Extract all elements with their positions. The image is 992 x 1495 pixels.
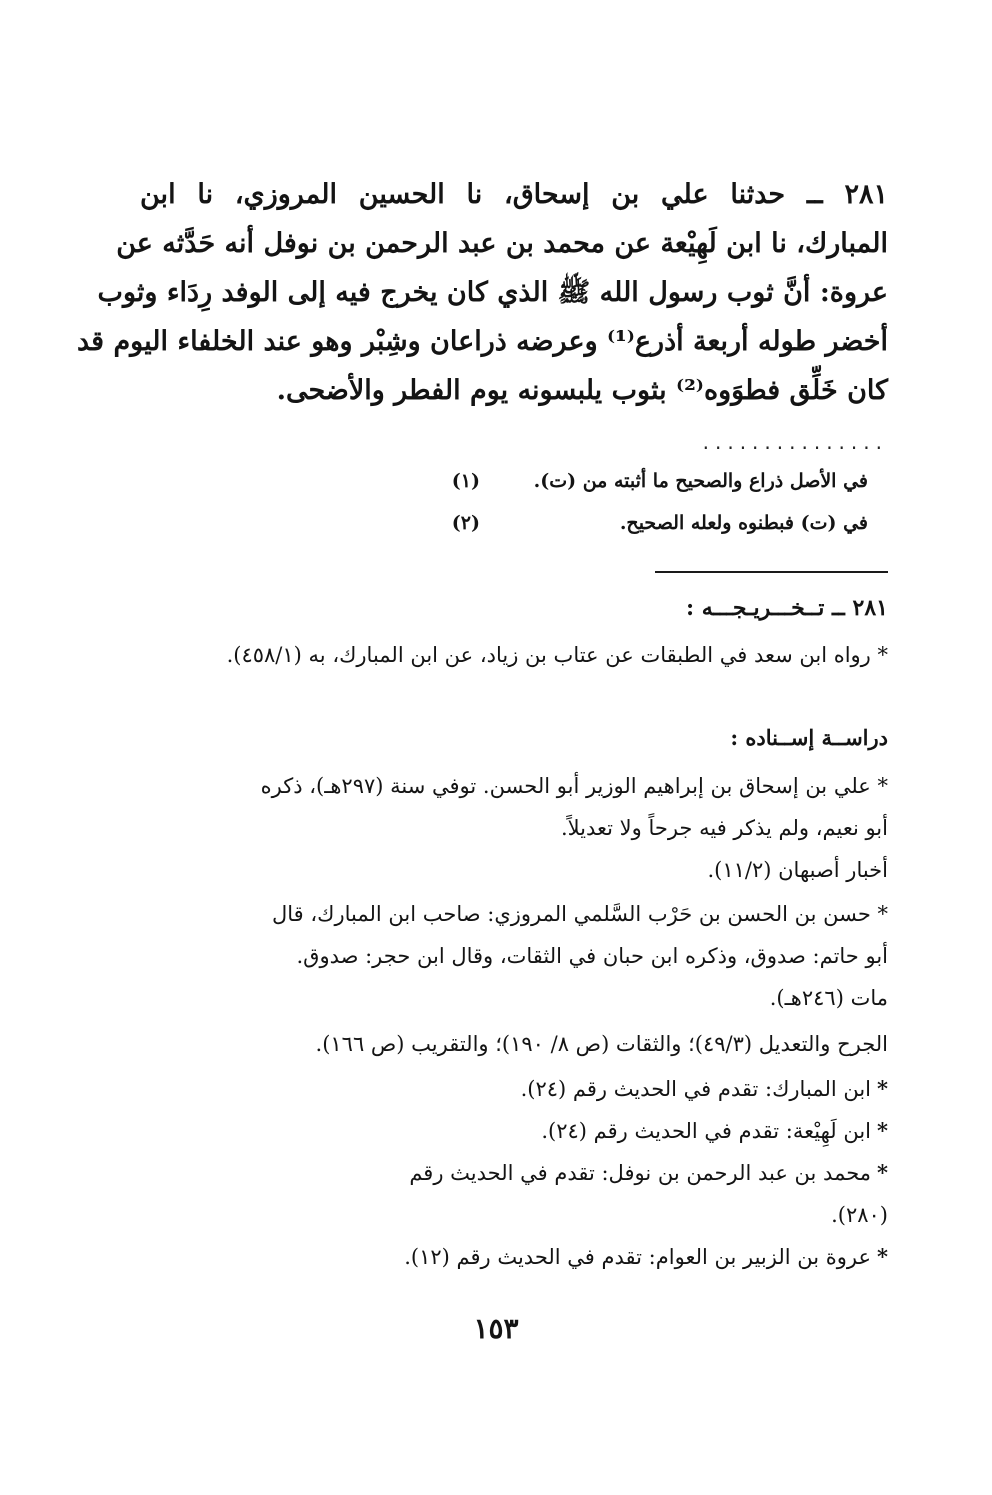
footnote-number: (١) [451, 470, 480, 492]
text-line: * حسن بن الحسن بن حَرْب السَّلمي المروزي: صاحب ابن المبارك، قال [272, 902, 888, 926]
text-line: * علي بن إسحاق بن إبراهيم الوزير أبو الحسن. توفي سنة (٢٩٧هـ)، ذكره [260, 774, 888, 798]
hadith-line: كان خَلِّق فطوَوه⁽²⁾ بثوب يلبسونه يوم الفطر والأضحى. [276, 375, 888, 406]
list-item [388, 1068, 888, 1110]
footnote-text: في الأصل ذراع والصحيح ما أثبته من (ت). [533, 470, 868, 492]
list-item-text: ابن لَهِيْعة: تقدم في الحديث رقم (٢٤). [541, 1119, 872, 1143]
hadith-text [76, 170, 888, 415]
footnote-1 [420, 470, 888, 492]
list-item [388, 1152, 888, 1236]
takhrij-paragraph: * رواه ابن سعد في الطبقات عن عتاب بن زياد، عن ابن المبارك، به (٤٥٨/١). [226, 643, 888, 667]
footnote-2 [420, 512, 888, 534]
isnad-study-heading: دراســة إســناده : [730, 725, 888, 750]
bullet-star: * [877, 1244, 888, 1269]
narrator-ali-bin-ishaq [140, 765, 888, 891]
text-line: أخبار أصبهان (١١/٢). [707, 858, 888, 882]
hadith-line: عروة: أنَّ ثوب رسول الله ﷺ الذي كان يخرج فيه إلى الوفد رِدَاء وثوب [97, 277, 888, 308]
list-item-text: محمد بن عبد الرحمن بن نوفل: تقدم في الحديث رقم (٢٨٠). [409, 1161, 888, 1227]
text-line: مات (٢٤٦هـ). [769, 986, 888, 1010]
text-line: أبو حاتم: صدوق، وذكره ابن حبان في الثقات، وقال ابن حجر: صدوق. [296, 944, 888, 968]
takhrij-heading: ٢٨١ ــ تــخـــريـجـــه : [685, 595, 888, 621]
sources-line: الجرح والتعديل (٤٩/٣)؛ والثقات (ص ٨/ ١٩٠)؛ والتقريب (ص ١٦٦). [315, 1032, 888, 1056]
bullet-star: * [877, 1076, 888, 1101]
list-item-text: عروة بن الزبير بن العوام: تقدم في الحديث رقم (١٢). [404, 1245, 872, 1269]
text-line: أبو نعيم، ولم يذكر فيه جرحاً ولا تعديلاً. [560, 816, 888, 840]
section-divider [655, 571, 888, 573]
list-item [388, 1110, 888, 1152]
page-number: ١٥٣ [473, 1312, 519, 1345]
hadith-line: أخضر طوله أربعة أذرع⁽¹⁾ وعرضه ذراعان وشِبْر وهو عند الخلفاء اليوم قد [76, 326, 888, 357]
bullet-star: * [877, 1118, 888, 1143]
list-item [388, 1236, 888, 1278]
bullet-star: * [877, 1160, 888, 1185]
list-item-text: ابن المبارك: تقدم في الحديث رقم (٢٤). [520, 1077, 872, 1101]
narrator-reference-list [388, 1068, 888, 1278]
footnote-separator: ............... [702, 430, 888, 454]
footnote-text: في (ت) فبطنوه ولعله الصحيح. [619, 512, 868, 534]
footnote-number: (٢) [451, 512, 480, 534]
hadith-line: المبارك، نا ابن لَهِيْعة عن محمد بن عبد الرحمن بن نوفل أنه حَدَّثه عن [116, 228, 888, 259]
narrator-hasan-bin-al-hasan [140, 893, 888, 1019]
hadith-line: ٢٨١ ــ حدثنا علي بن إسحاق، نا الحسين المروزي، نا ابن [140, 179, 888, 210]
